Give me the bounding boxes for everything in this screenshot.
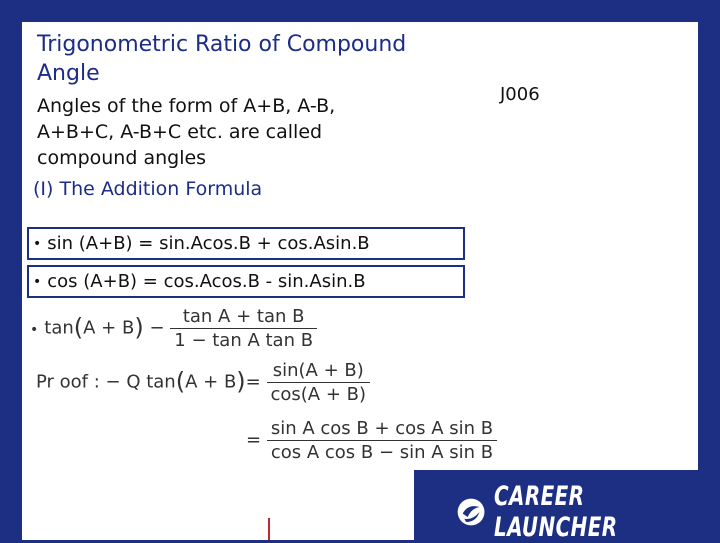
proof-fraction-2 (267, 418, 497, 463)
proof-label: Pr oof : − Q tan (36, 371, 176, 393)
proof-line-1: Pr oof : − Q tan(A + B)= $\frac{\sin(A + B)}{\cos(A + B)}$ (36, 360, 370, 405)
tan-numerator: tan A + tan B (170, 306, 317, 329)
bullet-icon: • (33, 273, 42, 290)
slide-title: Trigonometric Ratio of Compound Angle (37, 32, 407, 86)
brand-name: CAREER LAUNCHER (494, 481, 618, 543)
proof-fraction-1 (267, 360, 371, 405)
proof-equals-2: = (246, 429, 262, 451)
proof-arg: A + B (185, 371, 237, 393)
proof-equals: = (245, 371, 261, 393)
formula-cos: cos (A+B) = cos.Acos.B - sin.Asin.B (47, 271, 366, 292)
brand-swirl-icon (456, 494, 486, 530)
tan-relation: − (149, 317, 165, 339)
section-heading: (I) The Addition Formula (33, 178, 263, 200)
footer-curve-shape (395, 470, 465, 540)
bullet-icon: • (30, 321, 39, 338)
intro-text: Angles of the form of A+B, A-B, A+B+C, A-B+C etc. are called compound angles (37, 95, 336, 169)
footer-accent-line (268, 518, 270, 540)
proof-step1-denominator: cos(A + B) (270, 384, 367, 405)
slide-code: J006 (500, 84, 540, 105)
tan-formula: • tan(A + B) − $\frac{\text{tan A + tan B}}{\text{1 − tan A tan B}}$ (30, 306, 317, 351)
formula-box-sin (27, 227, 465, 260)
brand-logo (456, 481, 720, 543)
formula-box-cos (27, 265, 465, 298)
formula-sin: sin (A+B) = sin.Acos.B + cos.Asin.B (47, 233, 370, 254)
tan-arg: A + B (83, 317, 135, 339)
proof-step2-numerator: sin A cos B + cos A sin B (267, 418, 497, 441)
tan-func: tan (44, 317, 74, 339)
tan-denominator: 1 − tan A tan B (174, 330, 314, 351)
proof-line-2 (246, 418, 497, 463)
tan-fraction (170, 306, 317, 351)
bullet-icon: • (33, 235, 42, 252)
proof-step2-denominator: cos A cos B − sin A sin B (270, 442, 494, 463)
proof-step1-numerator: sin(A + B) (267, 360, 371, 383)
footer-white-area (22, 470, 414, 540)
